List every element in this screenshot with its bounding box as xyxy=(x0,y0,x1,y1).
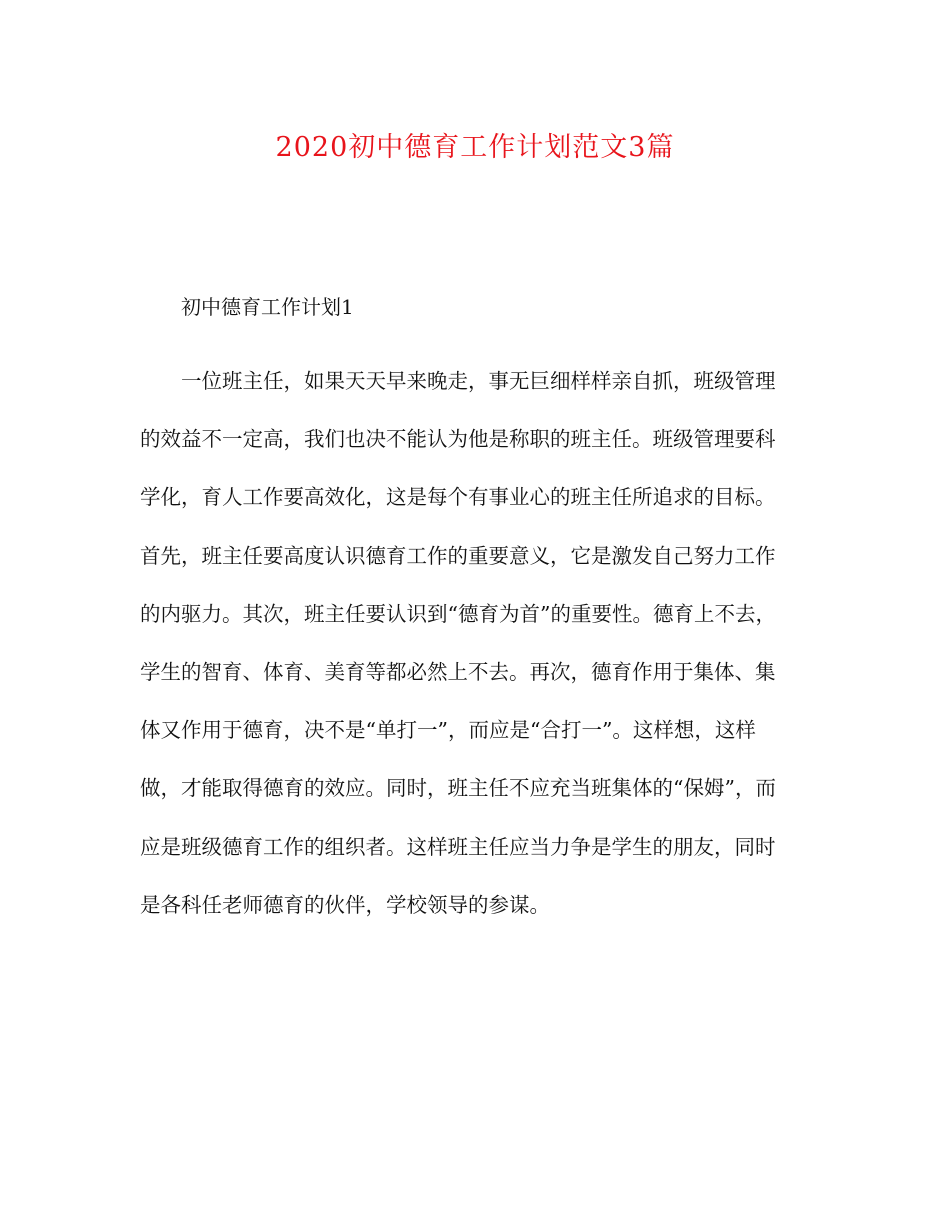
paragraph-line: 首先，班主任要高度认识德育工作的重要意义，它是激发自己努力工作 xyxy=(140,543,776,568)
paragraph-line: 的效益不一定高，我们也决不能认为他是称职的班主任。班级管理要科 xyxy=(140,427,776,452)
paragraph-line: 是各科任老师德育的伙伴，学校领导的参谋。 xyxy=(140,892,550,917)
paragraph-line: 学生的智育、体育、美育等都必然上不去。再次，德育作用于集体、集 xyxy=(140,659,776,684)
paragraph-line: 的内驱力。其次，班主任要认识到“德育为首”的重要性。德育上不去， xyxy=(140,601,776,626)
paragraph-line: 应是班级德育工作的组织者。这样班主任应当力争是学生的朋友，同时 xyxy=(140,834,776,859)
paragraph-line: 学化，育人工作要高效化，这是每个有事业心的班主任所追求的目标。 xyxy=(140,485,776,510)
section-heading: 初中德育工作计划1 xyxy=(181,295,354,319)
paragraph-line: 一位班主任，如果天天早来晚走，事无巨细样样亲自抓，班级管理 xyxy=(181,369,776,393)
paragraph-line: 体又作用于德育，决不是“单打一”，而应是“合打一”。这样想，这样 xyxy=(140,718,756,743)
body-paragraph xyxy=(140,366,840,948)
document-title: 2020初中德育工作计划范文3篇 xyxy=(275,132,675,163)
paragraph-line: 做，才能取得德育的效应。同时，班主任不应充当班集体的“保姆”，而 xyxy=(140,776,776,801)
